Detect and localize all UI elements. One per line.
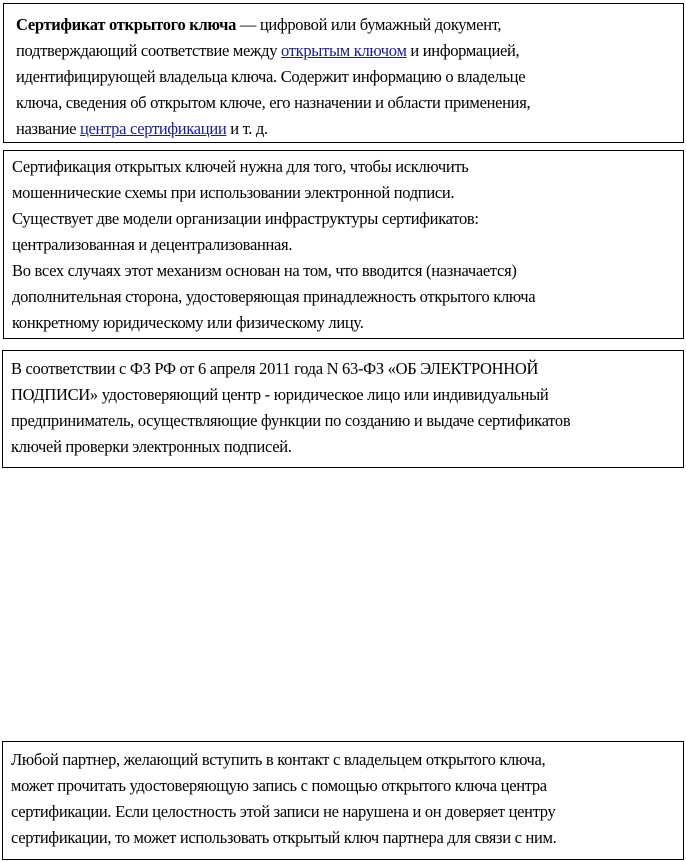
text-line: идентифицирующей владельца ключа. Содержит информацию о владельце bbox=[16, 67, 526, 86]
text-line: сертификации. Если целостность этой записи не нарушена и он доверяет центру bbox=[11, 802, 556, 821]
certificate-definition-box bbox=[3, 3, 684, 143]
text-line: Существует две модели организации инфраструктуры сертификатов: bbox=[12, 209, 479, 228]
law-definition-box bbox=[2, 350, 684, 468]
text-line: сертификации, то может использовать открытый ключ партнера для связи с ним. bbox=[11, 828, 557, 847]
text-line: дополнительная сторона, удостоверяющая принадлежность открытого ключа bbox=[12, 287, 536, 306]
text-line bbox=[16, 116, 675, 142]
text-line bbox=[16, 12, 675, 38]
text-line: мошеннические схемы при использовании электронной подписи. bbox=[12, 183, 455, 202]
certification-purpose-box bbox=[3, 150, 684, 339]
text-line: может прочитать удостоверяющую запись с помощью открытого ключа центра bbox=[11, 776, 547, 795]
text-line bbox=[16, 38, 675, 64]
text: — цифровой или бумажный документ, bbox=[236, 15, 502, 34]
text-line: предприниматель, осуществляющие функции по созданию и выдаче сертификатов bbox=[11, 411, 571, 430]
link-certification-center[interactable]: центра сертификации bbox=[79, 119, 227, 138]
text: название bbox=[16, 119, 80, 138]
text-line: ПОДПИСИ» удостоверяющий центр - юридическое лицо или индивидуальный bbox=[11, 385, 549, 404]
text-line: Сертификация открытых ключей нужна для того, чтобы исключить bbox=[12, 157, 469, 176]
text: и информацией, bbox=[406, 41, 520, 60]
text-line: ключа, сведения об открытом ключе, его назначении и области применения, bbox=[16, 93, 531, 112]
text-line: конкретному юридическому или физическому лицу. bbox=[12, 313, 364, 332]
term: Сертификат открытого ключа bbox=[16, 15, 237, 34]
text-line: В соответствии с ФЗ РФ от 6 апреля 2011 года N 63-ФЗ «ОБ ЭЛЕКТРОННОЙ bbox=[11, 359, 539, 378]
text-line: Во всех случаях этот механизм основан на том, что вводится (назначается) bbox=[12, 261, 517, 280]
link-public-key[interactable]: открытым ключом bbox=[281, 41, 407, 60]
partner-verification-box bbox=[2, 741, 684, 860]
text: и т. д. bbox=[226, 119, 268, 138]
text: подтверждающий соответствие между bbox=[16, 41, 281, 60]
text-line: Любой партнер, желающий вступить в контакт с владельцем открытого ключа, bbox=[11, 750, 546, 769]
text-line: ключей проверки электронных подписей. bbox=[11, 437, 292, 456]
text-line: централизованная и децентрализованная. bbox=[12, 235, 293, 254]
